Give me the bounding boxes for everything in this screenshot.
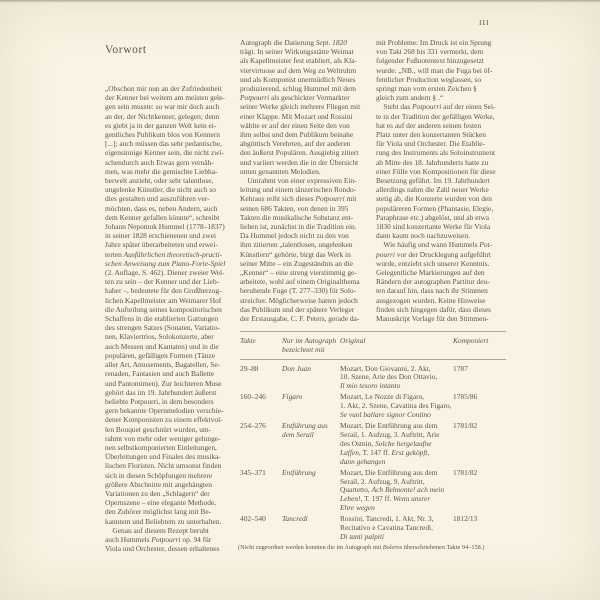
page-edge-shadow <box>0 0 600 3</box>
page-title: Vorwort <box>105 44 147 56</box>
column-3-lines <box>376 38 510 323</box>
text-line: Manuskript Vorlage für den Stimmen- <box>376 314 489 324</box>
text-line: Quartetto, Ach Belmonte! ach mein <box>340 485 445 495</box>
text-line: stetig ab, die Konzerte wurden von den <box>376 194 492 204</box>
text-line: streicher. Möglicherweise hatten jedoch <box>240 295 358 305</box>
text-line: bezeichnet mit <box>282 344 325 354</box>
table-row <box>240 365 506 391</box>
text-line: Kehraus reiht sich dieses Potpourri mit <box>240 194 357 204</box>
text-line: Mozart, Le Nozze di Figaro, <box>340 392 425 402</box>
text-line: Potpourri als geschickter Vermarkter <box>240 93 350 103</box>
text-line: möchten, dass es, neben Andern, auch <box>105 203 218 213</box>
text-line: springt man vom ersten Zeichen § <box>376 84 477 94</box>
text-line: 1785/86 <box>453 392 478 402</box>
text-line: ab Mitte des 18. Jahrhunderts hatte zu <box>376 157 489 167</box>
text-line: Jahre später überarbeiteten und erwei- <box>105 240 218 250</box>
table-header-bezeichnet <box>282 337 340 355</box>
text-line: dem Kenner gefallen könnte“, schreibt <box>105 212 220 222</box>
text-line: Viola und Orchester, dessen erhaltenes <box>105 544 220 554</box>
table-cell-original <box>340 515 453 541</box>
text-line: einer Fülle von Kompositionen für diese <box>376 166 496 176</box>
text-line: wurde: „NB., will man die Fuga bei öf- <box>376 65 493 75</box>
text-line: Takte <box>240 336 256 345</box>
text-line: Mozart, Die Entführung aus dem <box>340 467 438 477</box>
text-line: seinen 686 Takten, von denen in 395 <box>240 203 349 213</box>
text-line: Laffen, T. 147 ff. Erst geköpft, <box>340 447 430 457</box>
text-line: Umrahmt von einer expressiven Ein- <box>240 176 357 186</box>
text-line: Johann Nepomuk Hummel (1778–1837) <box>105 222 225 232</box>
text-line: Rossini, Tancredi, 1. Akt, Nr. 3, <box>340 514 434 524</box>
text-line: 1787 <box>453 363 468 373</box>
text-line: Leben!, T. 197 ff. Wenn unsrer <box>340 494 431 504</box>
text-line: an der, der Nichtkenner, gelegen; denn <box>105 111 220 121</box>
text-line: rahmt von mehr oder weniger gelunge- <box>105 433 221 443</box>
text-line: lichen Kapellmeister am Weimarer Hof <box>105 295 222 305</box>
table-row <box>240 393 506 419</box>
table-cell-year <box>453 393 506 419</box>
text-line: arbeitete, wohl auf einem Originalthema <box>240 277 360 287</box>
text-line: liehen ist, zunächst in die Tradition ein. <box>240 222 357 232</box>
text-line: Autograph die Datierung Sept. 1820 <box>240 38 347 47</box>
text-line: pourri vor der Drucklegung aufgeführt <box>376 249 491 259</box>
text-line: te in der Tradition der gefälligen Werke, <box>376 111 495 121</box>
text-line: ausgezogen wurden. Keine Hinweise <box>376 295 486 305</box>
text-line: auch Hummels Potpourri op. 94 für <box>105 534 212 544</box>
text-line: Gelegentliche Markierungen auf den <box>376 268 485 278</box>
text-line: haber –, bedeutete für den Großherzog- <box>105 286 222 296</box>
text-line: als Kapellmeister fest etabliert, als Kla- <box>240 56 357 66</box>
text-line: wurde, entzieht sich unserer Kenntnis. <box>376 258 490 268</box>
text-line: Steht das Potpourri auf der einen Sei- <box>376 102 496 112</box>
text-line: des Osmin, Solche hergelaufne <box>340 438 432 448</box>
table-cell-name <box>282 515 340 541</box>
text-line: Besetzung geführt. Im 19. Jahrhundert <box>376 176 490 186</box>
text-line: Überleitungen und Finales des musika- <box>105 452 221 462</box>
table-cell-year <box>453 422 506 466</box>
text-line: 160–246 <box>240 392 266 402</box>
text-line: schendurch auch Etwas gern vernäh- <box>105 157 214 167</box>
text-line: größere Abschnitte mit angehängten <box>105 479 212 489</box>
text-line: ten zu sein – der Kenner und der Lieb- <box>105 277 220 287</box>
text-line: Serail, 1. Aufzug, 3. Auftritt, Arie <box>340 430 440 440</box>
text-line: dann kaum noch nachzuweisen. <box>376 231 470 241</box>
table-cell-year <box>453 469 506 513</box>
text-line: Ehre wegen <box>340 503 375 513</box>
text-line: abgöttisch Verehrten, auf der anderen <box>240 139 351 149</box>
text-line: beliebte Potpourri, in dem besonders <box>105 396 214 406</box>
text-line: Variationen zu den „Schlagern“ der <box>105 488 210 498</box>
table-cell-original <box>340 422 453 466</box>
text-line: dener Komponisten zu einem effektvol- <box>105 415 223 425</box>
text-line: 402–540 <box>240 514 266 524</box>
text-line: seiner Werke gleich mehrere Fliegen mit <box>240 102 361 112</box>
text-line: populären, gefälligen Formen (Tänze <box>105 350 215 360</box>
text-line: beruhende Fuge (T. 277–330) für Solo- <box>240 286 357 296</box>
text-line: allerdings nahm die Zahl neuer Werke <box>376 185 489 195</box>
text-line: auch Messen und Kantaten) und in die <box>105 341 219 351</box>
text-line: berwelt anzieht, oder sehr talentlose, <box>105 176 214 186</box>
table-row <box>240 422 506 466</box>
table-row <box>240 469 506 513</box>
text-line: Original <box>340 336 366 345</box>
text-line: (2. Auflage, S. 462). Diener zweier Wel- <box>105 268 225 278</box>
text-line: ten darauf hin, dass nach ihr Stimmen <box>376 286 488 296</box>
text-line: Serail, 2. Aufzug, 9. Auftritt, <box>340 476 425 486</box>
table-cell-takte <box>240 422 282 466</box>
table-cell-name <box>282 469 340 513</box>
text-line: nen, Klaviertrios, Solokonzerte, aber <box>105 332 214 342</box>
text-line: folgender Fußnotentext hinzugesetzt <box>376 56 484 66</box>
text-line: Entführung <box>282 467 316 477</box>
table-cell-takte <box>240 515 282 541</box>
text-line: „Kenner“ – eine streng vierstimmig ge- <box>240 268 357 278</box>
table-cell-original <box>340 469 453 513</box>
text-line: finden sich hingegen dafür, dass dieses <box>376 304 492 314</box>
text-column-1 <box>105 84 239 553</box>
text-line: des strengen Satzes (Sonaten, Variatio- <box>105 323 221 333</box>
text-line: Mozart, Die Entführung aus dem <box>340 421 438 431</box>
text-line: lischen Floristen. Nicht umsonst finden <box>105 461 222 471</box>
text-line: 1781/82 <box>453 421 478 431</box>
text-line: Paraphrase etc.) abgelöst, und ab etwa <box>376 212 490 222</box>
text-line: Wie häufig und wann Hummels Pot- <box>376 240 493 250</box>
text-line: 1830 sind konzertante Werke für Viola <box>376 222 491 232</box>
text-line: trägt. In seiner Wirkungsstätte Weimar <box>240 47 354 57</box>
text-line: eigensinnige Kenner sein, die nicht zwi- <box>105 148 225 158</box>
text-line: Komponiert <box>453 336 489 345</box>
text-line: ungelenke Künstler, die nicht auch so <box>105 185 216 195</box>
text-line: 1. Akt, 2. Szene, Cavatina des Figaro, <box>340 401 452 411</box>
text-line: und Pantomimen). Zur leichteren Muse <box>105 378 222 388</box>
text-line: seiner Mitte – ein Zugeständnis an die <box>240 258 353 268</box>
text-line: Mozart, Don Giovanni, 2. Akt, <box>340 363 431 373</box>
text-line: produzierend, schlug Hummel mit dem <box>240 84 356 94</box>
table-header-original <box>340 337 453 355</box>
text-line: Don Juan <box>282 363 311 373</box>
text-line: Tancredi <box>282 514 308 524</box>
text-line: rung des Instruments als Soloinstrument <box>376 148 496 158</box>
text-line: renaden, Fantasien und auch Ballette <box>105 369 214 379</box>
text-line: leitung und einem tänzerischen Rondo- <box>240 185 357 195</box>
text-line: 1781/82 <box>453 467 478 477</box>
text-line: den Zuhörer möglichst lang mit Be- <box>105 507 212 517</box>
table-cell-name <box>282 365 340 391</box>
text-line: ihm selbst und dem Publikum beinahe <box>240 130 354 140</box>
text-line: Künstlern“ gehörte, birgt das Werk in <box>240 249 351 259</box>
text-line: einer Klappe. Mit Mozart und Rossini <box>240 111 353 121</box>
table-cell-original <box>340 393 453 419</box>
text-line: Platz unter den konzertanten Stücken <box>376 130 487 140</box>
table-cell-takte <box>240 469 282 513</box>
text-line: Takten die musikalische Substanz ent- <box>240 212 354 222</box>
table-cell-name <box>282 422 340 466</box>
table-cell-year <box>453 365 506 391</box>
text-line: Da Hummel jedoch nicht zu den von <box>240 231 349 241</box>
text-column-3 <box>376 38 510 323</box>
text-line: aller Art, Amusements, Bagatellen, Se- <box>105 360 221 370</box>
text-line: mit Probleme: Im Druck ist ein Sprung <box>376 38 492 47</box>
text-line: dies gestalten und auszuführen ver- <box>105 194 210 204</box>
text-line: terten Ausführlichen theoretisch-practi- <box>105 249 223 259</box>
text-line: unten genannten Melodien. <box>240 166 321 176</box>
table-footnote: (Nicht zugeordnet werden konnten die im Autograph mit Boleros überschriebenen Takte 94–158.) <box>238 544 485 551</box>
text-line: viervirtuose auf dem Weg zu Weltruhm <box>240 65 357 75</box>
text-line: von Takt 268 bis 331 vermerkt, dem <box>376 47 484 57</box>
column-1-lines <box>105 84 239 553</box>
text-line: für Viola und Orchester. Die Etablie- <box>376 139 486 149</box>
text-line: dem Serail <box>282 430 314 440</box>
table-rows <box>240 360 506 542</box>
text-line: und als Komponist unermüdlich Neues <box>240 74 356 84</box>
melody-overview-table <box>240 331 506 544</box>
text-line: ihm zitierten „talentlosen, ungelenken <box>240 240 353 250</box>
text-line: 345–371 <box>240 467 266 477</box>
text-line: Figaro <box>282 392 303 402</box>
text-line: gern bekannte Opernmelodien verschie- <box>105 406 224 416</box>
text-line: kanntem und Beliebtem zu unterhalten. <box>105 516 222 526</box>
text-line: 29–88 <box>240 363 259 373</box>
table-cell-original <box>340 365 453 391</box>
table-cell-name <box>282 393 340 419</box>
text-line: in seiner 1828 erschienenen und zwei <box>105 231 217 241</box>
text-line: Il mio tesoro intanto <box>340 381 401 391</box>
text-line: die Aufteilung seines kompositorischen <box>105 304 222 314</box>
text-line: gehört das im 19. Jahrhundert äußerst <box>105 387 217 397</box>
column-2-lines <box>240 38 374 323</box>
text-line: 1812/13 <box>453 514 478 524</box>
text-line: Opernszene – eine elegante Methode, <box>105 498 217 508</box>
text-line: das Publikum und der spätere Verleger <box>240 304 355 314</box>
text-line: wählte er auf der einen Seite den von <box>240 120 350 130</box>
page-number: III <box>479 18 490 27</box>
text-line: nen selbstkomponierten Einleitungen, <box>105 442 217 452</box>
text-line: Rändern der autographen Partitur deu- <box>376 277 490 287</box>
text-line: und variiert werden die in der Übersicht <box>240 157 359 167</box>
text-line: 254–276 <box>240 421 266 431</box>
text-line: es giebt ja in der ganzen Welt kein ei- <box>105 120 217 130</box>
text-line: Entführung aus <box>282 421 328 431</box>
text-line: den äußerst Populären. Ausgiebig zitiert <box>240 148 359 158</box>
table-row <box>240 515 506 541</box>
text-line: Recitativo e Cavatina Tancredi, <box>340 523 433 533</box>
table-header-row <box>240 332 506 359</box>
table-cell-year <box>453 515 506 541</box>
text-line: Schaffens in die etablierten Gattungen <box>105 314 219 324</box>
text-line: Se vuol ballare signor Contino <box>340 410 431 420</box>
table-header-takte <box>240 337 282 355</box>
text-line: hat es auf der anderen seinen festen <box>376 120 482 130</box>
table-cell-takte <box>240 393 282 419</box>
text-line: dann gehangen <box>340 456 386 466</box>
text-line: [...]; auch müssen das sehr pedantische, <box>105 139 222 149</box>
text-line: fentlicher Production weglassen, so <box>376 74 482 84</box>
table-header-komponiert <box>453 337 506 355</box>
text-line: 10. Szene, Arie des Don Ottavio, <box>340 372 438 382</box>
text-line: sich in diesen Schöpfungen mehrere <box>105 470 213 480</box>
text-line: Di tanti palpiti <box>340 531 384 541</box>
table-cell-takte <box>240 365 282 391</box>
text-line: gentliches Publikum blos von Kennern <box>105 130 220 140</box>
text-line: der Kenner bei weitem am meisten gele- <box>105 93 225 103</box>
text-column-2 <box>240 38 374 323</box>
text-line: Genau auf diesem Rezept beruht <box>105 525 209 535</box>
text-line: len Bouquet geschnürt wurden, um- <box>105 424 212 434</box>
text-line: schen Anweisung zum Piano-Forte-Spiel <box>105 258 226 268</box>
text-line: „Obschon mir nun an der Zufriedenheit <box>105 84 222 93</box>
text-line: der Erstausgabe, C. F. Peters, gerade da- <box>240 314 360 324</box>
text-line: Nur im Autograph <box>282 336 337 345</box>
text-line: gleich zum andern § .“ <box>376 93 444 103</box>
text-line: gen sein musste: so war mir doch auch <box>105 102 220 112</box>
text-line: populäreren Formen (Phantasie, Elegie, <box>376 203 494 213</box>
text-line: men, was mehr die gemischte Liebha- <box>105 166 218 176</box>
